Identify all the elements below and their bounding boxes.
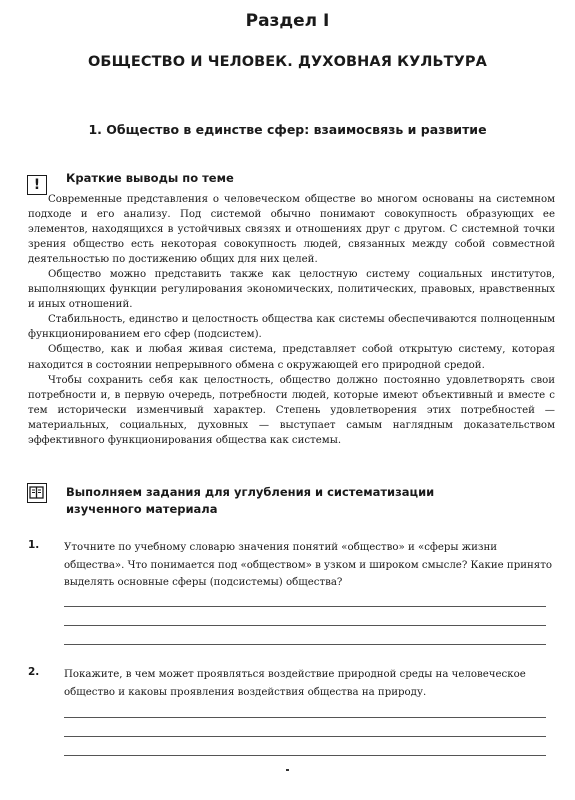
- answer-line[interactable]: [64, 644, 546, 645]
- summary-paragraph: Общество можно представить также как целостную систему социальных институтов, выполняющих функции регулирования экономических, политических, правовых, нравственных и иных отношений.: [28, 269, 555, 311]
- summary-paragraph: Чтобы сохранить себя как целостность, общество должно постоянно удовлетворять свои потребности и, в первую очередь, потребности людей, которые имеют объективный и вместе с тем исторически изменчивый характер. Степень удовлетворения этих потребностей — материальных, социальных, духовных — выступает самым наглядным доказательством эффективного функционирования общества как системы.: [28, 374, 555, 446]
- task-text: Уточните по учебному словарю значения понятий «общество» и «сферы жизни общества». Что понимается под «обществом» в узком и широком смысле? Какие принято выделять основные сферы (подсистемы) общества?: [64, 542, 552, 588]
- summary-paragraph: Общество, как и любая живая система, представляет собой открытую систему, которая находится в состоянии непрерывного обмена с окружающей его природной средой.: [28, 344, 555, 371]
- task-text: Покажите, в чем может проявляться воздействие природной среды на человеческое общество и каковы проявления воздействия общества на природу.: [64, 669, 526, 698]
- section-title: Раздел I: [245, 11, 330, 31]
- answer-line[interactable]: [64, 736, 546, 737]
- answer-line[interactable]: [64, 625, 546, 626]
- book-icon-graphic: [28, 484, 45, 501]
- task-number: 2.: [28, 666, 40, 678]
- main-title: ОБЩЕСТВО И ЧЕЛОВЕК. ДУХОВНАЯ КУЛЬТУРА: [88, 54, 487, 70]
- answer-line[interactable]: [64, 606, 546, 607]
- answer-line[interactable]: [64, 717, 546, 718]
- tasks-heading: Выполняем задания для углубления и систематизации изученного материала: [66, 485, 435, 516]
- scan-mark: [286, 769, 289, 771]
- exclamation-glyph: !: [33, 177, 41, 193]
- answer-line[interactable]: [64, 755, 546, 756]
- summary-body: [28, 192, 555, 448]
- summary-heading: Краткие выводы по теме: [66, 171, 234, 185]
- chapter-title: 1. Общество в единстве сфер: взаимосвязь и развитие: [88, 122, 487, 137]
- book-icon: [27, 483, 47, 503]
- task-number: 1.: [28, 539, 40, 551]
- summary-paragraph: Современные представления о человеческом обществе во многом основаны на системном подходе и его анализу. Под системой обычно понимают совокупность образующих ее элементов, находящихся в устойчивых связях и отношениях друг с другом. С системной точки зрения общество есть некоторая совокупность людей, связанных между собой совместной деятельностью по достижению общих для них целей.: [28, 194, 555, 266]
- summary-paragraph: Стабильность, единство и целостность общества как системы обеспечиваются полноценным функционированием его сфер (подсистем).: [28, 314, 555, 341]
